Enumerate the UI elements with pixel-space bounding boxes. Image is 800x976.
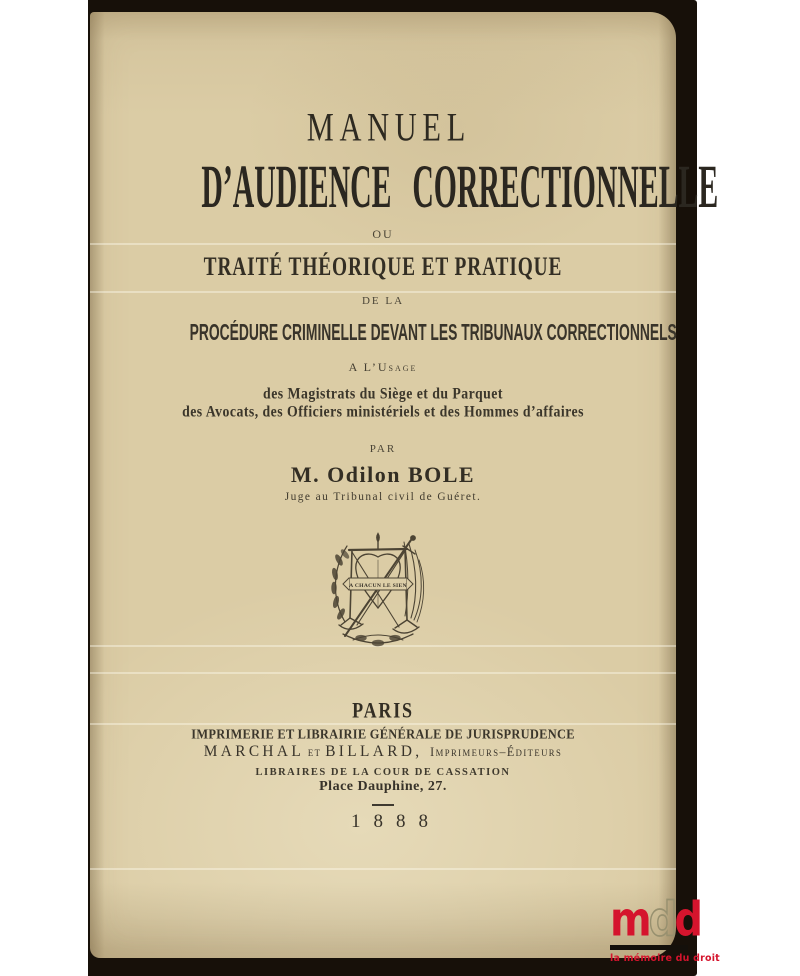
imprint-divider-rule [372, 804, 394, 806]
mdd-watermark [610, 893, 720, 964]
mdd-tagline: la mémoire du droit [610, 953, 720, 964]
imprint-house: IMPRIMERIE ET LIBRAIRIE GÉNÉRALE DE JURISPRUDENCE [191, 726, 575, 742]
procedure-line: PROCÉDURE CRIMINELLE DEVANT LES TRIBUNAUX CORRECTIONNELS [189, 320, 677, 346]
treatise-line: TRAITÉ THÉORIQUE ET PRATIQUE [203, 251, 563, 281]
emblem-motto: A CHACUN LE SIEN [349, 583, 407, 589]
author-name: M. Odilon BOLE [290, 462, 476, 487]
publication-year: 1888 [351, 811, 441, 832]
publisher-name-a: MARCHAL [203, 743, 305, 760]
par-label: PAR [369, 443, 397, 455]
booksellers-line: LIBRAIRES DE LA COUR DE CASSATION [255, 767, 511, 778]
title-page-paper [90, 12, 719, 958]
printer-device-emblem [323, 530, 433, 652]
book-scan-photo [88, 0, 719, 976]
publisher-role: Imprimeurs–Éditeurs [430, 745, 563, 759]
audience-line-2: des Avocats, des Officiers ministériels et des Hommes d’affaires [182, 404, 584, 421]
scan-streak [90, 243, 676, 245]
usage-label: A L’Usage [348, 360, 418, 374]
publisher-name-b: BILLARD, [325, 743, 423, 760]
connector-ou: OU [372, 227, 394, 241]
justice-scales-sword-icon [323, 530, 433, 652]
book-subtitle: D’AUDIENCE CORRECTIONNELLE [201, 153, 719, 222]
mdd-letter-d: d [674, 893, 700, 948]
book-title: MANUEL [306, 104, 471, 149]
scan-streak [90, 291, 676, 293]
connector-de-la: DE LA [361, 295, 405, 307]
mdd-letter-m: m [610, 893, 649, 948]
imprint-address: Place Dauphine, 27. [319, 779, 447, 794]
imprint-city: PARIS [352, 699, 414, 724]
author-role: Juge au Tribunal civil de Guéret. [284, 489, 482, 503]
mdd-logo [610, 893, 705, 948]
audience-line-1: des Magistrats du Siège et du Parquet [263, 386, 503, 403]
publisher-et: et [307, 745, 322, 759]
scan-streak [90, 868, 676, 870]
publisher-line [102, 743, 665, 761]
mdd-letter-d-outline: d [648, 893, 675, 948]
scan-streak [90, 672, 676, 674]
